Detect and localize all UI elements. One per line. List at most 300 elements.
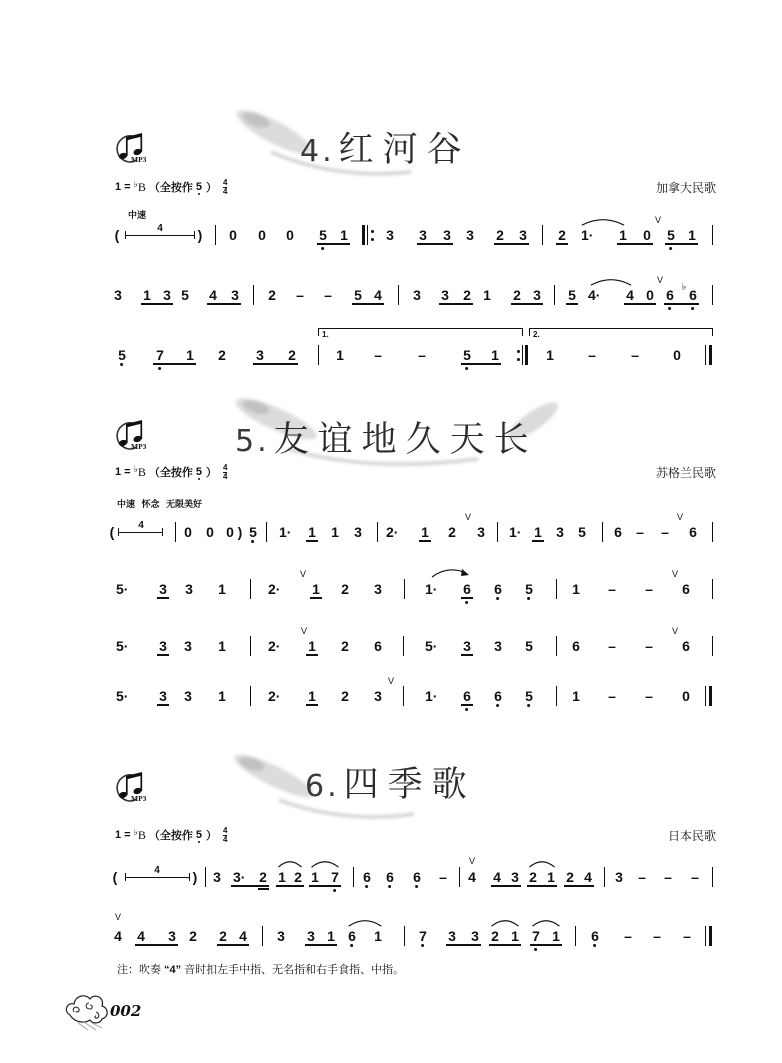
breath-mark: V xyxy=(299,569,307,579)
time-bottom: 4 xyxy=(223,186,228,196)
note: 5 xyxy=(667,227,675,243)
note: 1 xyxy=(421,524,429,540)
extension-dash: – xyxy=(608,581,616,597)
bar-line xyxy=(575,926,576,946)
footnote-quoted-note: “4” xyxy=(164,964,182,976)
rest: 0 xyxy=(673,347,681,363)
song-title xyxy=(235,418,538,464)
note: 6 xyxy=(463,581,471,597)
note: 4 xyxy=(239,928,247,944)
note: 5 xyxy=(525,581,533,597)
note: 1 xyxy=(483,287,491,303)
mp3-icon xyxy=(112,768,158,804)
notation-row xyxy=(0,856,782,885)
time-signature xyxy=(223,464,227,481)
note: 2 xyxy=(341,688,349,704)
beam-line xyxy=(566,303,578,305)
bar-line xyxy=(554,285,555,305)
beam-line xyxy=(419,540,431,542)
bar-line xyxy=(318,345,319,365)
footnote-prefix: 注：吹奏 xyxy=(117,964,161,976)
note: 6 xyxy=(689,524,697,540)
bar-line xyxy=(215,225,216,245)
note: 3 xyxy=(519,227,527,243)
dotted-note: 1· xyxy=(581,227,594,243)
song-name: 友谊地久天长 xyxy=(273,420,538,460)
extension-dash: – xyxy=(374,347,382,363)
beam-line xyxy=(310,597,322,599)
note: 3 xyxy=(354,524,362,540)
note: 1 xyxy=(218,688,226,704)
beam-line xyxy=(157,654,169,656)
flat-accidental: ♭ xyxy=(681,282,687,293)
key-note: B xyxy=(137,179,146,194)
note: 3 xyxy=(511,869,519,885)
bar-line xyxy=(604,867,605,887)
note: 2 xyxy=(496,227,504,243)
beam-line xyxy=(305,944,337,946)
song-origin: 日本民歌 xyxy=(667,829,716,843)
bar-line xyxy=(250,579,251,599)
note: 2 xyxy=(288,347,296,363)
tie-slur xyxy=(311,859,339,868)
extension-dash: – xyxy=(439,869,447,885)
note: 1 xyxy=(374,928,382,944)
beam-line xyxy=(309,885,341,887)
note: 1 xyxy=(308,524,316,540)
extension-dash: – xyxy=(608,688,616,704)
beam-line xyxy=(532,540,544,542)
beam-line xyxy=(217,944,249,946)
beam-line xyxy=(157,704,169,706)
paren-close: ) xyxy=(192,869,198,885)
note: 3 xyxy=(477,524,485,540)
note: 6 xyxy=(348,928,356,944)
key-tonic-label: 1 = xyxy=(115,181,131,193)
note: 3 xyxy=(443,227,451,243)
dotted-note: 1· xyxy=(425,688,438,704)
breath-mark: V xyxy=(676,512,684,522)
note: 3 xyxy=(386,227,394,243)
dotted-note: 1· xyxy=(425,581,438,597)
key-note: B xyxy=(137,827,146,842)
extension-dash: – xyxy=(691,869,699,885)
dotted-note: 2· xyxy=(268,688,281,704)
multi-rest-count: 4 xyxy=(138,520,144,531)
note: 6 xyxy=(413,869,421,885)
beam-line xyxy=(564,885,594,887)
song-name: 四季歌 xyxy=(343,765,476,805)
fingering-prefix: （全按作 xyxy=(148,830,193,842)
breath-mark: V xyxy=(300,626,308,636)
breath-mark: V xyxy=(387,676,395,686)
multi-rest-line xyxy=(125,877,190,878)
beam-line xyxy=(461,363,501,365)
multi-rest-count: 4 xyxy=(157,223,163,234)
beam-line xyxy=(664,303,699,305)
note: 3 xyxy=(185,581,193,597)
mp3-label: MP3 xyxy=(131,442,147,451)
key-signature xyxy=(115,464,227,480)
note: 1 xyxy=(312,581,320,597)
first-ending-label: 1. xyxy=(322,330,329,339)
note: 6 xyxy=(614,524,622,540)
note: 5 xyxy=(354,287,362,303)
rest: 0 xyxy=(206,524,214,540)
note: 2 xyxy=(566,869,574,885)
notation-row xyxy=(0,330,782,363)
mp3-label: MP3 xyxy=(131,155,147,164)
time-bottom: 4 xyxy=(223,834,228,844)
note: 6 xyxy=(386,869,394,885)
tempo-marking: 中速 xyxy=(128,210,147,220)
note: 2 xyxy=(268,287,276,303)
beam-line xyxy=(417,243,453,245)
dotted-note: 1· xyxy=(509,524,522,540)
fingering-note: 5 xyxy=(195,181,202,193)
note: 5 xyxy=(578,524,586,540)
footnote-suffix: 音时扣左手中指、无名指和右手食指、中指。 xyxy=(184,964,405,976)
bar-line xyxy=(602,522,603,542)
dotted-note: 4· xyxy=(588,287,601,303)
time-top: 4 xyxy=(223,177,228,187)
beam-line xyxy=(530,944,562,946)
multi-rest-count: 4 xyxy=(154,865,160,876)
note: 2 xyxy=(218,347,226,363)
note: 1 xyxy=(619,227,627,243)
fingering-prefix: （全按作 xyxy=(148,467,193,479)
note: 7 xyxy=(156,347,164,363)
song-title xyxy=(300,128,471,174)
footnote xyxy=(117,962,404,978)
note: 1 xyxy=(547,869,555,885)
paren-close: ) xyxy=(197,227,203,243)
flat-sign: ♭ xyxy=(133,178,138,189)
beam-line xyxy=(135,944,178,946)
note: 1 xyxy=(327,928,335,944)
note: 5 xyxy=(463,347,471,363)
final-thin-bar xyxy=(705,926,706,946)
dotted-note: 2· xyxy=(386,524,399,540)
page-number: 002 xyxy=(110,1002,142,1020)
extension-dash: – xyxy=(624,928,632,944)
repeat-start-thick-bar xyxy=(362,225,365,245)
beam-line xyxy=(231,885,269,887)
note: 3 xyxy=(448,928,456,944)
multi-rest-line xyxy=(125,235,195,236)
tie-slur xyxy=(532,918,560,927)
final-thick-bar xyxy=(709,926,712,946)
beam-line xyxy=(306,654,318,656)
note: 6 xyxy=(494,688,502,704)
song-origin: 加拿大民歌 xyxy=(655,181,716,195)
tie-slur xyxy=(348,918,382,927)
note: 2 xyxy=(189,928,197,944)
beam-line xyxy=(461,597,473,599)
extension-dash: – xyxy=(645,581,653,597)
notation-row xyxy=(0,569,782,597)
bar-line xyxy=(459,867,460,887)
repeat-end-thin-bar xyxy=(522,345,523,365)
note: 5 xyxy=(525,688,533,704)
note: 3 xyxy=(256,347,264,363)
time-top: 4 xyxy=(223,825,228,835)
beam-line xyxy=(141,303,173,305)
beam-line xyxy=(276,885,304,887)
beam-line xyxy=(665,243,698,245)
bar-line xyxy=(253,285,254,305)
note: 4 xyxy=(114,928,122,944)
extension-dash: – xyxy=(645,638,653,654)
paren-open: ( xyxy=(112,869,118,885)
note: 7 xyxy=(532,928,540,944)
note: 3 xyxy=(159,638,167,654)
note: 1 xyxy=(546,347,554,363)
breath-mark: V xyxy=(654,215,662,225)
note: 2 xyxy=(448,524,456,540)
key-signature xyxy=(115,179,227,195)
note: 0 xyxy=(258,227,266,243)
arrow-slur xyxy=(430,566,472,578)
notation-row xyxy=(0,512,782,540)
rest: 0 xyxy=(184,524,192,540)
rest: 0 xyxy=(226,524,234,540)
note: 6 xyxy=(689,287,697,303)
beam-line xyxy=(511,303,543,305)
extension-dash: – xyxy=(683,928,691,944)
rest: 0 xyxy=(682,688,690,704)
note: 5 xyxy=(525,638,533,654)
beam-line xyxy=(446,944,481,946)
note: 3 xyxy=(184,688,192,704)
bar-line xyxy=(403,686,404,706)
bar-line xyxy=(404,579,405,599)
note: 4 xyxy=(468,869,476,885)
multi-rest-line xyxy=(118,532,163,533)
note: 3 xyxy=(184,638,192,654)
note: 6 xyxy=(572,638,580,654)
note: 1 xyxy=(572,688,580,704)
key-note: B xyxy=(137,464,146,479)
dotted-note: 1· xyxy=(279,524,292,540)
beam-line xyxy=(317,243,350,245)
note: 3 xyxy=(463,638,471,654)
song-title xyxy=(305,763,476,809)
time-top: 4 xyxy=(223,462,228,472)
note: 1 xyxy=(491,347,499,363)
breath-mark: V xyxy=(671,626,679,636)
note: 3 xyxy=(277,928,285,944)
note: 6 xyxy=(591,928,599,944)
note: 1 xyxy=(311,869,319,885)
song-name: 红河谷 xyxy=(338,130,471,170)
fingering-note: 5 xyxy=(195,829,202,841)
paren-close: ) xyxy=(237,524,243,540)
dotted-note: 5· xyxy=(425,638,438,654)
beam-line xyxy=(489,944,521,946)
paren-open: ( xyxy=(114,227,120,243)
fingering-suffix: ） xyxy=(206,182,217,194)
final-thick-bar xyxy=(709,345,712,365)
paren-open: ( xyxy=(109,524,115,540)
breath-mark: V xyxy=(464,512,472,522)
beam-line xyxy=(153,363,196,365)
extension-dash: – xyxy=(631,347,639,363)
bar-line xyxy=(556,636,557,656)
mp3-label: MP3 xyxy=(131,794,147,803)
beam-line xyxy=(207,303,241,305)
repeat-dots xyxy=(517,350,520,361)
note: 0 xyxy=(286,227,294,243)
beam-line xyxy=(617,243,653,245)
bar-line xyxy=(404,926,405,946)
note: 3 xyxy=(159,581,167,597)
note: 5 xyxy=(319,227,327,243)
tempo-marking: 中速 怀念 无限美好 xyxy=(117,499,203,509)
note: 5 xyxy=(118,347,126,363)
beam-line xyxy=(306,540,318,542)
note: 1 xyxy=(331,524,339,540)
bar-line xyxy=(262,926,263,946)
song-number: 6. xyxy=(305,769,340,804)
extension-dash: – xyxy=(418,347,426,363)
notation-row xyxy=(0,676,782,704)
note: 1 xyxy=(688,227,696,243)
note: 4 xyxy=(493,869,501,885)
note: 4 xyxy=(374,287,382,303)
first-ending-bracket xyxy=(318,328,523,339)
dotted-note: 5· xyxy=(116,688,129,704)
note: 0 xyxy=(643,227,651,243)
bar-line xyxy=(353,867,354,887)
bar-line xyxy=(250,686,251,706)
note: 3 xyxy=(494,638,502,654)
extension-dash: – xyxy=(296,287,304,303)
notation-row xyxy=(0,626,782,654)
breath-mark: V xyxy=(656,275,664,285)
second-ending-bracket xyxy=(529,328,713,339)
bar-line xyxy=(712,579,713,599)
breath-mark: V xyxy=(468,856,476,866)
note: 3 xyxy=(471,928,479,944)
note: 1 xyxy=(336,347,344,363)
flat-sign: ♭ xyxy=(133,826,138,837)
note: 4 xyxy=(137,928,145,944)
fingering-note: 5 xyxy=(195,466,202,478)
beam-line xyxy=(527,885,557,887)
final-thin-bar xyxy=(705,345,706,365)
cloud-ornament-icon xyxy=(62,990,114,1032)
bar-line xyxy=(497,522,498,542)
breath-mark: V xyxy=(671,569,679,579)
note: 1 xyxy=(218,638,226,654)
repeat-dots xyxy=(371,230,374,241)
extension-dash: – xyxy=(608,638,616,654)
note: 6 xyxy=(463,688,471,704)
note: 2 xyxy=(259,869,267,885)
mp3-icon xyxy=(112,129,158,165)
note: 3 xyxy=(163,287,171,303)
note: 1 xyxy=(308,688,316,704)
note: 4 xyxy=(584,869,592,885)
beam-line xyxy=(157,597,169,599)
bar-line xyxy=(556,579,557,599)
song-origin: 苏格兰民歌 xyxy=(655,466,716,480)
note: 3 xyxy=(615,869,623,885)
second-ending-label: 2. xyxy=(533,330,540,339)
tie-slur xyxy=(491,918,519,927)
note: 6 xyxy=(682,581,690,597)
time-signature xyxy=(223,827,227,844)
bar-line xyxy=(266,522,267,542)
note: 6 xyxy=(374,638,382,654)
beam-line xyxy=(352,303,384,305)
mp3-icon xyxy=(112,416,158,452)
song-number: 4. xyxy=(300,134,335,169)
breath-mark: V xyxy=(114,912,122,922)
note: 2 xyxy=(513,287,521,303)
note: 3 xyxy=(114,287,122,303)
note: 3 xyxy=(441,287,449,303)
note: 1 xyxy=(278,869,286,885)
note: 6 xyxy=(363,869,371,885)
note: 0 xyxy=(646,287,654,303)
dotted-note: 5· xyxy=(116,581,129,597)
notation-row xyxy=(0,912,782,944)
bar-line xyxy=(712,636,713,656)
note: 3 xyxy=(556,524,564,540)
beam-line xyxy=(494,243,529,245)
note: 7 xyxy=(331,869,339,885)
extension-dash: – xyxy=(324,287,332,303)
dotted-note: 2· xyxy=(268,581,281,597)
extension-dash: – xyxy=(636,524,644,540)
beam-line xyxy=(624,303,656,305)
note: 1 xyxy=(511,928,519,944)
note: 3 xyxy=(374,581,382,597)
bar-line xyxy=(377,522,378,542)
key-tonic-label: 1 = xyxy=(115,466,131,478)
double-beam-line xyxy=(258,888,269,890)
tie-slur xyxy=(581,217,625,226)
bar-line xyxy=(712,285,713,305)
note: 2 xyxy=(529,869,537,885)
note: 1 xyxy=(218,581,226,597)
note: 2 xyxy=(463,287,471,303)
note: 2 xyxy=(558,227,566,243)
note: 2 xyxy=(491,928,499,944)
note: 4 xyxy=(626,287,634,303)
bar-line xyxy=(398,285,399,305)
song-number: 5. xyxy=(235,424,270,459)
beam-line xyxy=(491,885,521,887)
note: 1 xyxy=(552,928,560,944)
beam-line xyxy=(306,704,318,706)
note: 6 xyxy=(494,581,502,597)
note: 1 xyxy=(340,227,348,243)
note: 3 xyxy=(466,227,474,243)
beam-line xyxy=(461,654,473,656)
extension-dash: – xyxy=(661,524,669,540)
notation-row xyxy=(0,275,782,303)
note: 3 xyxy=(213,869,221,885)
note: 3 xyxy=(374,688,382,704)
note: 5 xyxy=(249,524,257,540)
final-thick-bar xyxy=(709,686,712,706)
bar-line xyxy=(542,225,543,245)
extension-dash: – xyxy=(645,688,653,704)
note: 3 xyxy=(419,227,427,243)
